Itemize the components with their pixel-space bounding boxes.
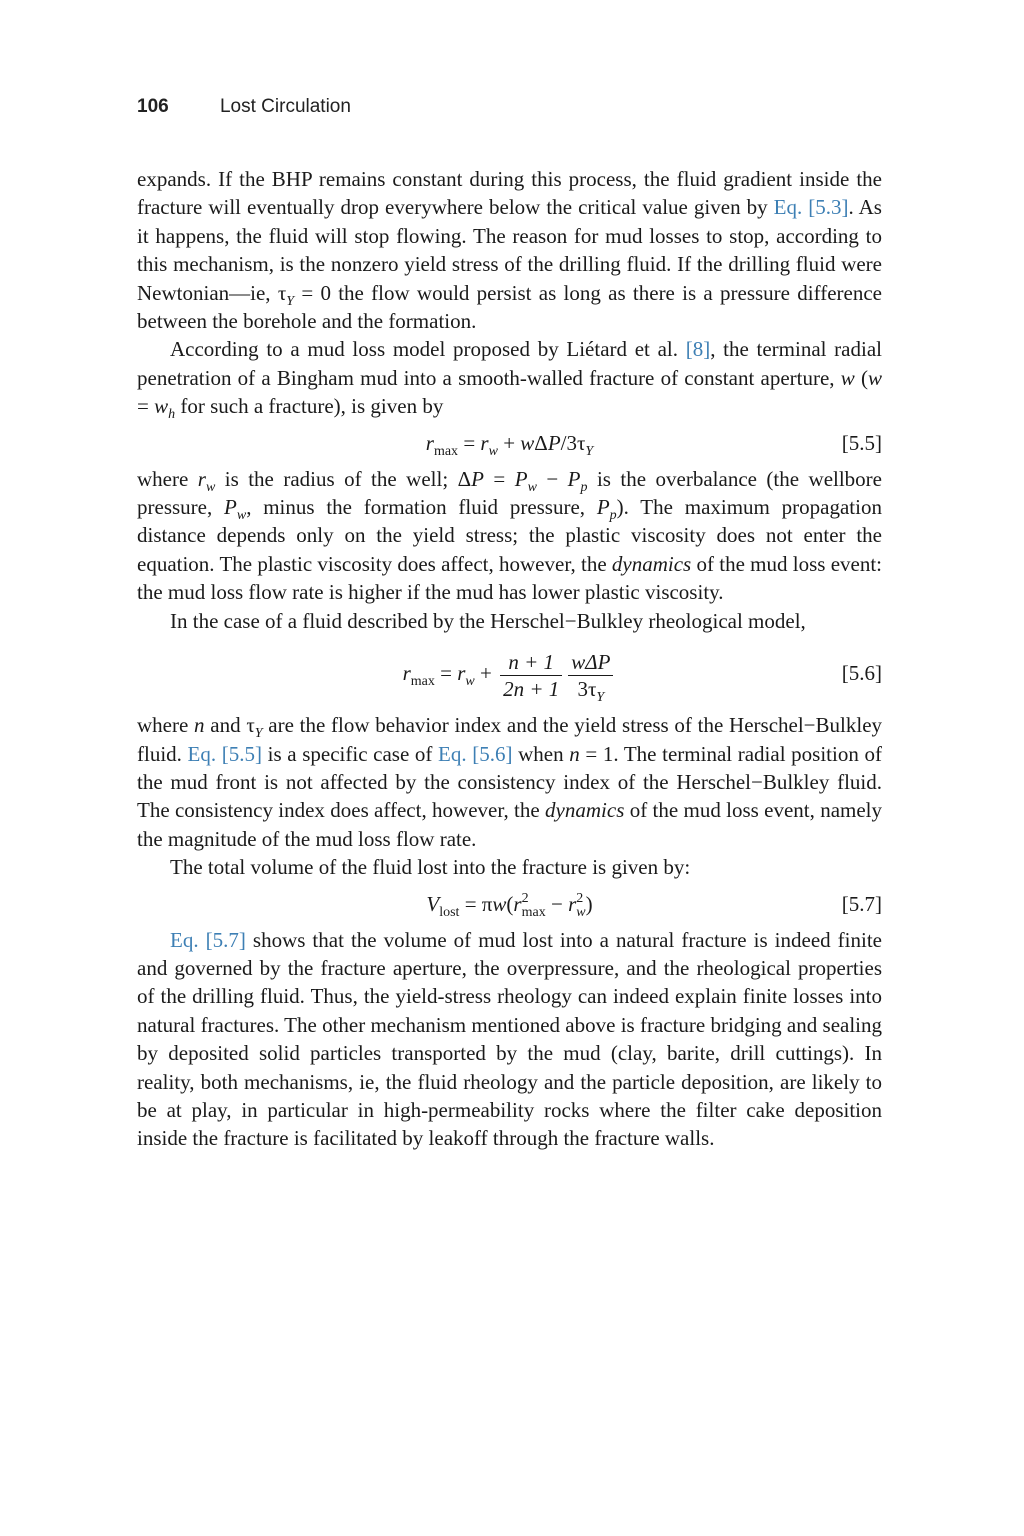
equation-body: $V_{lost} = \pi w(r$ 2 max − r 2 w ) — [426, 890, 593, 920]
text-run: is a specific case of — [262, 741, 439, 766]
text-run: According to a mud loss model proposed by Liétard et al. — [170, 337, 686, 362]
math-var: P — [514, 466, 528, 491]
text-run: where — [137, 713, 195, 738]
equation-number: [5.7] — [841, 891, 882, 916]
text-run: ( — [854, 365, 868, 390]
math-var: w — [840, 365, 855, 390]
body-text — [137, 165, 882, 1153]
running-header — [137, 96, 351, 118]
text-run: expands. If the BHP remains constant during this process, the fluid gradient inside the fracture will eventually drop everywhere below the critical value given by — [137, 167, 882, 220]
equation-number: [5.6] — [841, 661, 882, 686]
paragraph-5 — [137, 711, 882, 853]
text-run: where — [137, 466, 198, 491]
text-run: = — [137, 394, 155, 419]
text-run: when — [512, 741, 570, 766]
subscript: Y — [286, 293, 295, 309]
eq-5-7-link[interactable]: Eq. [5.7] — [170, 927, 246, 952]
eq-5-3-link[interactable]: Eq. [5.3] — [773, 195, 849, 220]
subscript: w — [236, 508, 247, 524]
subscript: w — [205, 479, 216, 495]
paragraph-4: In the case of a fluid described by the Herschel−Bulkley rheological model, — [170, 608, 806, 633]
text-run: , the terminal radial penetration of a Bingham mud into a smooth-walled fracture of constant aperture, — [137, 337, 882, 390]
eq-5-5-link[interactable]: Eq. [5.5] — [187, 741, 262, 766]
equation-body: $r_{max} = r_w$ + $\frac{n + 1}{2n + 1}$ $\frac{\text{wΔP}}{3\tau_Y}$ — [403, 661, 617, 685]
text-run: ). The maximum propagation distance depends only on the yield stress; the plastic viscosity does not enter the equation. The plastic viscosity does affect, however, the — [137, 495, 882, 576]
math-var: w — [154, 394, 169, 419]
text-run: = 1. The terminal radial position of the mud front is not affected by the consistency index of the Herschel−Bulkley fluid. The consistency index does affect, however, the — [137, 741, 882, 823]
text-run: = — [483, 466, 515, 491]
subscript: Y — [254, 726, 263, 742]
ref-8-link[interactable]: [8] — [685, 337, 711, 362]
subscript: p — [609, 508, 617, 524]
text-run: of the mud loss event, namely the magnitude of the mud loss flow rate. — [137, 798, 882, 851]
emphasis: dynamics — [545, 798, 625, 823]
subscript: w — [527, 479, 537, 495]
text-run: are the flow behavior index and the yield stress of the Herschel−Bulkley fluid. — [137, 713, 883, 766]
text-run: of the mud loss event: the mud loss flow rate is higher if the mud has lower plastic viscosity. — [137, 551, 882, 605]
page-number: 106 — [137, 96, 169, 117]
text-run: shows that the volume of mud lost into a natural fracture is indeed finite and governed by the fracture aperture, the overpressure, and the rheological properties of the drilling fluid. Thus, the yield-stress rheology can indeed explain finite losses into natural fractures. The other mechanism mentioned above is fracture bridging and sealing by deposited solid particles transported by the mud (clay, barite, drill cuttings). In reality, both mechanisms, ie, the fluid rheology and the particle deposition, are likely to be at play, in particular in high-permeability rocks where the filter cake deposition inside the fracture is facilitated by leakoff through the fracture walls. — [137, 927, 882, 1151]
math-var: r — [197, 466, 206, 491]
math-var: n — [569, 741, 580, 766]
text-run: = 0 the flow would persist as long as there is a pressure difference between the borehole and the formation. — [137, 280, 882, 334]
paragraph-2 — [137, 335, 882, 423]
math-var: P — [567, 466, 581, 491]
fraction-w-dp: $\frac{\text{wΔP}}{3\tau_Y}$ — [568, 649, 613, 702]
equation-5-6 — [137, 635, 882, 711]
equation-body: $r_{max} = r_w + w\Delta P/3\tau_Y$ — [425, 430, 594, 459]
subscript: p — [580, 479, 588, 495]
math-var: n — [194, 713, 205, 738]
text-run: . As it happens, the fluid will stop flowing. The reason for mud losses to stop, according to this mechanism, is the nonzero yield stress of the drilling fluid. If the drilling fluid were Newtonian—ie, τ — [137, 195, 882, 305]
math-var: w — [867, 365, 882, 390]
text-run: , minus the formation fluid pressure, — [246, 495, 597, 520]
paragraph-7 — [137, 926, 882, 1153]
text-run: for such a fracture), is given by — [175, 394, 444, 419]
running-title: Lost Circulation — [219, 96, 351, 117]
paragraph-6: The total volume of the fluid lost into the fracture is given by: — [170, 855, 691, 880]
equation-5-7 — [137, 882, 882, 926]
math-var: P — [596, 495, 610, 520]
equation-5-5 — [137, 421, 882, 465]
text-run: is the radius of the well; Δ — [215, 466, 472, 491]
paragraph-1 — [137, 165, 882, 335]
paragraph-3 — [137, 465, 882, 607]
text-run: and τ — [204, 713, 255, 738]
equation-number: [5.5] — [841, 430, 882, 455]
text-run: − — [536, 466, 568, 491]
emphasis: dynamics — [611, 551, 692, 576]
math-var: P — [471, 466, 484, 491]
subscript: h — [168, 407, 176, 423]
math-var: P — [224, 495, 237, 520]
text-run: is the overbalance (the wellbore pressure, — [137, 466, 883, 520]
eq-5-6-link[interactable]: Eq. [5.6] — [438, 741, 513, 766]
fraction-n: $\frac{n + 1}{2n + 1}$ — [500, 649, 562, 702]
